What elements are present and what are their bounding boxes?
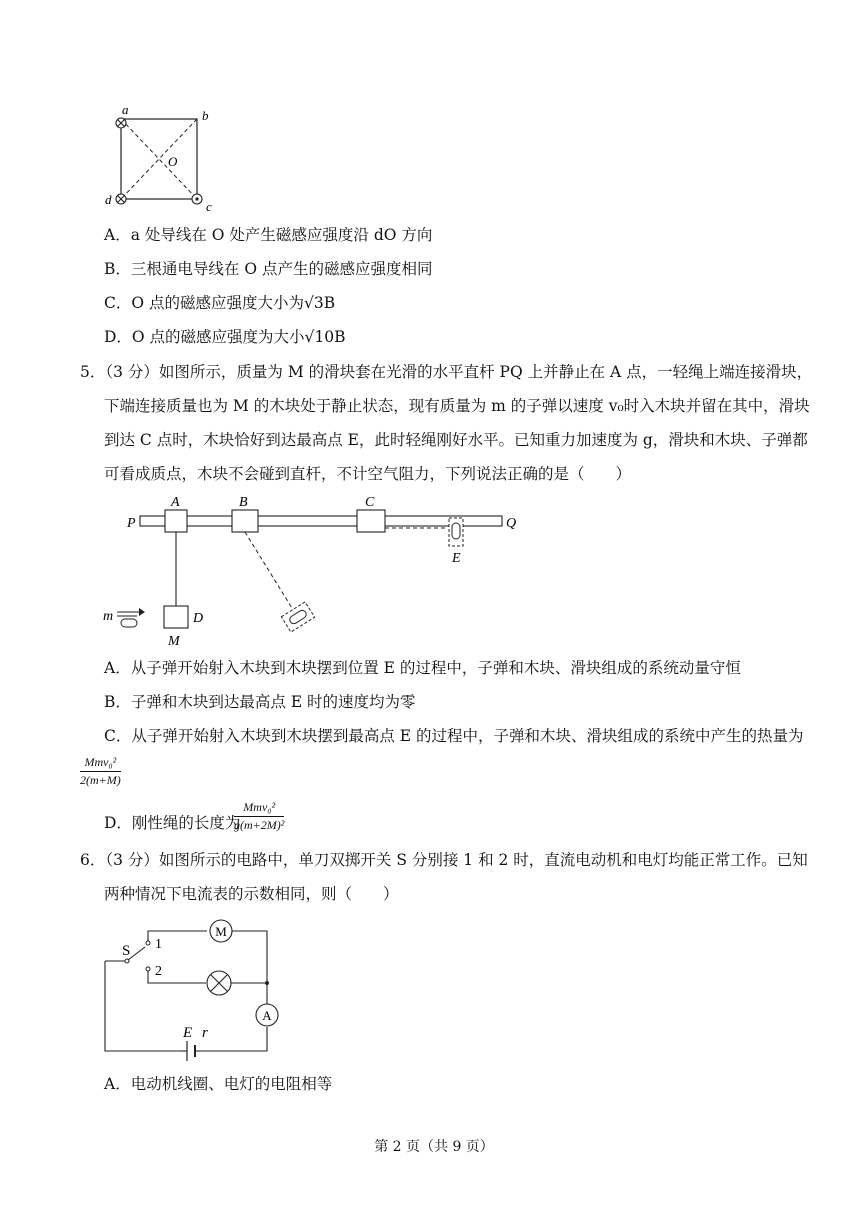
label-c5: C [365, 495, 375, 510]
q5-option-c: C．从子弹开始射入木块到木块摆到最高点 E 的过程中，子弹和木块、滑块组成的系统中产生的热量为 [104, 727, 804, 745]
label-m-big: M [168, 634, 180, 649]
wire-left [105, 961, 181, 1051]
q6-option-a: A．电动机线圈、电灯的电阻相等 [104, 1075, 333, 1093]
wire-bottom-right [201, 1027, 267, 1051]
label-e5: E [452, 551, 461, 566]
q4-option-c: C．O 点的磁感应强度大小为√3B [104, 294, 336, 312]
block-swinging [281, 602, 314, 632]
label-s: S [122, 943, 131, 959]
q5-option-c-fraction [80, 755, 121, 788]
label-a: a [122, 104, 129, 117]
q5-option-a: A．从子弹开始射入木块到木块摆到位置 E 的过程中，子弹和木块、滑块组成的系统动量守恒 [104, 659, 741, 677]
q4-option-b: B．三根通电导线在 O 点产生的磁感应强度相同 [104, 260, 433, 278]
wire-a-into-page-icon [116, 118, 126, 128]
slider-b [232, 510, 258, 532]
contact-2 [146, 967, 150, 971]
square-wires-figure [105, 104, 225, 214]
label-motor: M [215, 924, 227, 939]
page-footer: 第 2 页（共 9 页） [374, 1139, 494, 1155]
q6-stem-line-1: 6．（3 分）如图所示的电路中，单刀双掷开关 S 分别接 1 和 2 时，直流电动机和电灯均能正常工作。已知 [80, 851, 808, 869]
label-b5: B [239, 495, 248, 510]
q5-option-d-fraction [234, 800, 284, 833]
wire-d-into-page-icon [116, 194, 126, 204]
contact-1 [146, 941, 150, 945]
label-e6: E [183, 1025, 193, 1041]
label-r: r [202, 1025, 208, 1041]
q5-stem-line-1: 5．（3 分）如图所示，质量为 M 的滑块套在光滑的水平直杆 PQ 上并静止在 A 点，一轻绳上端连接滑块， [80, 363, 813, 381]
q5-stem-line-2: 下端连接质量也为 M 的木块处于静止状态，现有质量为 m 的子弹以速度 v₀时入木块并留在其中，滑块 [104, 397, 810, 415]
label-b: b [202, 108, 209, 123]
switch-blade [128, 947, 145, 960]
label-d5: D [193, 611, 204, 626]
q5-option-b: B．子弹和木块到达最高点 E 时的速度均为零 [104, 693, 416, 711]
q4-option-a: A．a 处导线在 O 处产生磁感应强度沿 dO 方向 [104, 226, 433, 244]
q5-option-d: D．刚性绳的长度为 [104, 814, 241, 832]
bullet-m [121, 619, 137, 627]
label-a5: A [171, 495, 180, 510]
wire-c-out-of-page-icon [192, 194, 202, 204]
q5-stem-line-4: 可看成质点，木块不会碰到直杆，不计空气阻力，下列说法正确的是（ ） [104, 465, 632, 483]
slider-a [165, 510, 187, 532]
q5-option-c-denominator: 2(m+M) [80, 773, 121, 787]
q5-option-c-numerator: Mmv₀² [80, 755, 121, 772]
q6-stem-line-2: 两种情况下电流表的示数相同，则（ ） [104, 885, 399, 903]
lamp-icon [207, 971, 231, 995]
slider-c [357, 510, 385, 532]
rope-dashed-b [245, 532, 295, 613]
label-ammeter: A [262, 1008, 272, 1023]
block-d [164, 606, 188, 628]
label-p: P [127, 516, 136, 531]
q5-stem-line-3: 到达 C 点时，木块恰好到达最高点 E，此时轻绳刚好水平。已知重力加速度为 g，滑块和木块、子弹都 [104, 431, 808, 449]
rod-pq [140, 516, 502, 526]
q4-option-d: D．O 点的磁感应强度为大小√10B [104, 328, 346, 346]
label-q: Q [506, 516, 517, 531]
q5-option-d-numerator: Mmv₀² [234, 800, 284, 817]
label-2: 2 [155, 964, 162, 979]
slider-pendulum-figure [95, 490, 535, 650]
q5-option-d-denominator: g(m+2M)² [234, 818, 285, 832]
label-1: 1 [155, 937, 162, 952]
label-o: O [168, 154, 178, 169]
label-c: c [206, 199, 212, 214]
label-m-small: m [103, 609, 114, 624]
circuit-figure [95, 915, 295, 1065]
label-d: d [105, 192, 112, 207]
